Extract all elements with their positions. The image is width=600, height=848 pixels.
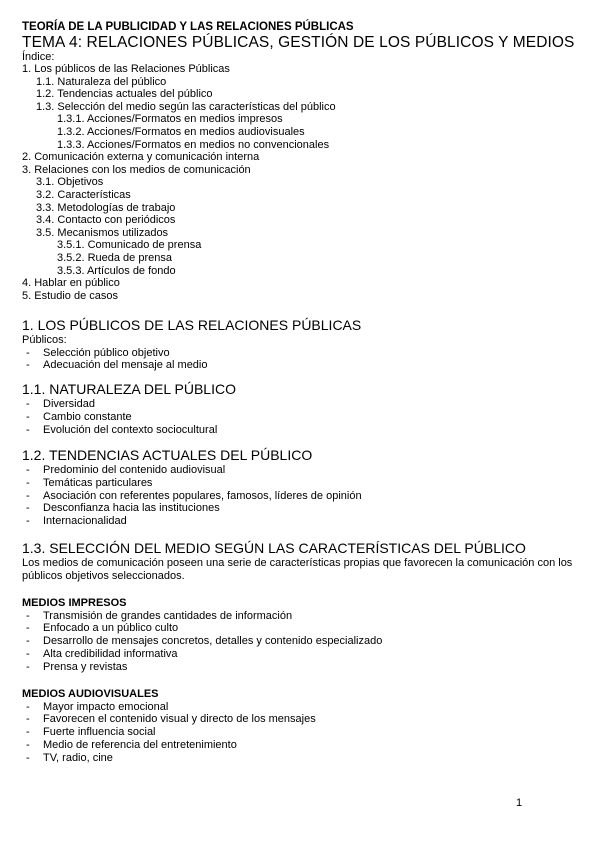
list-item: - Diversidad bbox=[22, 398, 582, 411]
toc-item: 1.3.2. Acciones/Formatos en medios audiovisuales bbox=[57, 125, 305, 138]
index-label: Índice: bbox=[22, 51, 55, 63]
list-item: - Predominio del contenido audiovisual bbox=[22, 464, 582, 477]
subsection-heading-medios-impresos: MEDIOS IMPRESOS bbox=[22, 596, 127, 609]
list-item: - Mayor impacto emocional bbox=[22, 701, 582, 714]
list-item: - Favorecen el contenido visual y directo de los mensajes bbox=[22, 713, 582, 726]
list-item: - Desarrollo de mensajes concretos, detalles y contenido especializado bbox=[22, 635, 582, 648]
list-item: - Temáticas particulares bbox=[22, 477, 582, 490]
table-of-contents bbox=[22, 63, 582, 302]
toc-item: 3.5.3. Artículos de fondo bbox=[57, 264, 176, 277]
section-tendencias bbox=[22, 447, 582, 528]
toc-item: 2. Comunicación externa y comunicación interna bbox=[22, 151, 260, 164]
list-item: - Cambio constante bbox=[22, 411, 582, 424]
section-naturaleza bbox=[22, 381, 582, 436]
toc-item: 4. Hablar en público bbox=[22, 277, 120, 290]
list-item: - Desconfianza hacia las instituciones bbox=[22, 502, 582, 515]
section-publicos bbox=[22, 317, 582, 372]
toc-item: 1. Los públicos de las Relaciones Públicas bbox=[22, 63, 230, 75]
list-item: - Internacionalidad bbox=[22, 515, 582, 528]
toc-item: 3.5.2. Rueda de prensa bbox=[57, 251, 172, 264]
list-item: - Alta credibilidad informativa bbox=[22, 648, 582, 661]
toc-item: 3.1. Objetivos bbox=[36, 176, 104, 189]
toc-item: 3.3. Metodologías de trabajo bbox=[36, 201, 176, 214]
list-item: - Selección público objetivo bbox=[22, 347, 582, 360]
section-intro: Públicos: bbox=[22, 334, 67, 346]
toc-item: 1.3.3. Acciones/Formatos en medios no convencionales bbox=[57, 138, 330, 151]
list-item: - Transmisión de grandes cantidades de información bbox=[22, 610, 582, 623]
section-heading: 1.1. NATURALEZA DEL PÚBLICO bbox=[22, 381, 236, 397]
toc-item: 3.2. Características bbox=[36, 188, 131, 201]
toc-item: 3.4. Contacto con periódicos bbox=[36, 214, 176, 227]
toc-item: 1.1. Naturaleza del público bbox=[36, 75, 167, 88]
toc-item: 3. Relaciones con los medios de comunicación bbox=[22, 163, 251, 176]
section-heading: 1.3. SELECCIÓN DEL MEDIO SEGÚN LAS CARACTERÍSTICAS DEL PÚBLICO bbox=[22, 540, 526, 556]
section-heading: 1. LOS PÚBLICOS DE LAS RELACIONES PÚBLICAS bbox=[22, 317, 362, 333]
toc-item: 1.3.1. Acciones/Formatos en medios impresos bbox=[57, 113, 283, 126]
list-item: - Evolución del contexto sociocultural bbox=[22, 424, 582, 437]
list-item: - Fuerte influencia social bbox=[22, 726, 582, 739]
unit-title: TEMA 4: RELACIONES PÚBLICAS, GESTIÓN DE LOS PÚBLICOS Y MEDIOS bbox=[22, 34, 575, 51]
bullet-list bbox=[22, 347, 582, 373]
section-seleccion-medio bbox=[22, 540, 582, 765]
toc-item: 5. Estudio de casos bbox=[22, 289, 119, 302]
toc-item: 1.3. Selección del medio según las características del público bbox=[36, 100, 336, 113]
list-item: - Asociación con referentes populares, famosos, líderes de opinión bbox=[22, 490, 582, 503]
section-paragraph: Los medios de comunicación poseen una serie de características propias que favorecen la comunicación con los públicos objetivos seleccionados. bbox=[22, 557, 573, 582]
section-heading: 1.2. TENDENCIAS ACTUALES DEL PÚBLICO bbox=[22, 447, 313, 463]
page-number: 1 bbox=[516, 797, 523, 809]
list-item: - Medio de referencia del entretenimiento bbox=[22, 739, 582, 752]
toc-item: 3.5.1. Comunicado de prensa bbox=[57, 239, 202, 252]
list-item: - Prensa y revistas bbox=[22, 661, 582, 674]
document-header bbox=[22, 21, 582, 64]
toc-item: 1.2. Tendencias actuales del público bbox=[36, 88, 213, 101]
bullet-list bbox=[22, 398, 582, 436]
bullet-list bbox=[22, 701, 582, 765]
subsection-heading-medios-audiovisuales: MEDIOS AUDIOVISUALES bbox=[22, 687, 159, 700]
list-item: - Adecuación del mensaje al medio bbox=[22, 359, 582, 372]
list-item: - TV, radio, cine bbox=[22, 752, 582, 765]
course-subject: TEORÍA DE LA PUBLICIDAD Y LAS RELACIONES PÚBLICAS bbox=[22, 21, 354, 33]
toc-item: 3.5. Mecanismos utilizados bbox=[36, 226, 169, 239]
bullet-list bbox=[22, 464, 582, 528]
bullet-list bbox=[22, 610, 582, 674]
list-item: - Enfocado a un público culto bbox=[22, 622, 582, 635]
